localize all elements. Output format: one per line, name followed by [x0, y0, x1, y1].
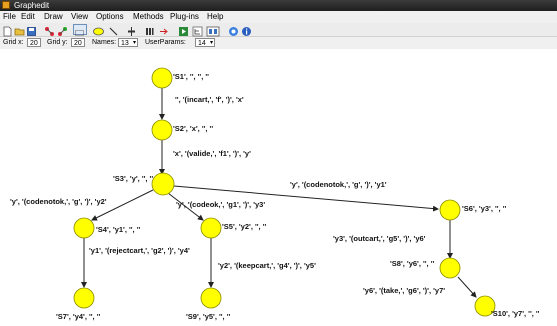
- names-label: Names:: [92, 39, 117, 46]
- node-label-s9: 'S9', 'y5', '', '': [186, 312, 231, 321]
- grid-x-field[interactable]: 20: [27, 38, 41, 47]
- edge-label-s3-s4: 'y', '(codenotok,', 'g', ')', 'y2': [10, 197, 107, 206]
- bar-tool-icon[interactable]: [144, 24, 155, 35]
- node-tool-icon[interactable]: [44, 24, 55, 35]
- node-label-s7: 'S7', 'y4', '', '': [56, 312, 101, 321]
- edge-label-s1-s2: '', '(incart,', 'f', ')', 'x': [175, 95, 244, 104]
- title-bar: [0, 0, 557, 11]
- chevron-down-icon: ▾: [132, 40, 136, 46]
- state-node-s6[interactable]: [440, 200, 460, 220]
- edge-label-s5-s9: 'y2', '(keepcart,', 'g4', ')', 'y5': [218, 261, 316, 270]
- open-folder-icon[interactable]: [14, 24, 25, 35]
- graph-svg: [0, 50, 557, 326]
- state-node-s9[interactable]: [201, 288, 221, 308]
- edge-tool-icon[interactable]: [57, 24, 68, 35]
- names-value: 13: [121, 40, 129, 47]
- save-icon[interactable]: [26, 24, 37, 35]
- edge-label-s3-s6: 'y', '(codenotok,', 'g', ')', 'y1': [290, 180, 387, 189]
- edge-label-s6-s8: 'y3', '(outcart,', 'g5', ')', 'y6': [333, 234, 426, 243]
- menu-options[interactable]: Options: [96, 12, 124, 21]
- state-node-s1[interactable]: [152, 68, 172, 88]
- ellipse-tool-icon[interactable]: [92, 24, 105, 35]
- node-label-s5: 'S5', 'y2', '', '': [222, 222, 267, 231]
- menu-methods[interactable]: Methods: [133, 12, 164, 21]
- node-label-s4: 'S4', 'y1', '', '': [96, 225, 141, 234]
- tree-icon[interactable]: [192, 24, 203, 35]
- names-select[interactable]: [118, 38, 138, 47]
- userparams-label: UserParams:: [145, 39, 186, 46]
- edge-s8-s10[interactable]: [458, 277, 476, 297]
- grid-x-label: Grid x:: [3, 39, 24, 46]
- transition-tool-icon[interactable]: [126, 24, 137, 35]
- node-label-s6: 'S6', 'y3', '', '': [462, 204, 507, 213]
- menu-file[interactable]: File: [3, 12, 16, 21]
- menu-plugins[interactable]: Plug-ins: [170, 12, 199, 21]
- menu-view[interactable]: View: [71, 12, 89, 21]
- state-node-s7[interactable]: [74, 288, 94, 308]
- select-tool-icon[interactable]: [73, 24, 87, 35]
- node-label-s10: 'S10', 'y7', '', '': [491, 309, 540, 318]
- menu-help[interactable]: Help: [207, 12, 224, 21]
- node-label-s2: 'S2', 'x', '', '': [173, 124, 214, 133]
- graph-canvas[interactable]: [0, 50, 557, 326]
- new-file-icon[interactable]: [2, 24, 13, 35]
- window-title: Graphedit: [14, 1, 50, 10]
- edge-label-s4-s7: 'y1', '(rejectcart,', 'g2', ')', 'y4': [89, 246, 190, 255]
- grid-y-label: Grid y:: [47, 39, 68, 46]
- toolbar: [0, 23, 557, 37]
- params-bar: [0, 37, 557, 49]
- edge-label-s3-s5: 'y', '(codeok,', 'g1', ')', 'y3': [176, 200, 266, 209]
- node-label-s3: 'S3', 'y', '', '': [113, 174, 154, 183]
- arrow-tool-icon[interactable]: [158, 24, 169, 35]
- node-label-s1: 'S1', '', '', '': [173, 72, 209, 81]
- node-label-s8: 'S8', 'y6', '', '': [390, 259, 435, 268]
- line-tool-icon[interactable]: [108, 24, 119, 35]
- layout-icon[interactable]: [206, 24, 220, 35]
- info-icon[interactable]: [241, 24, 252, 35]
- state-node-s5[interactable]: [201, 218, 221, 238]
- userparams-value: 14: [198, 40, 206, 47]
- state-node-s3[interactable]: [152, 173, 174, 195]
- state-node-s2[interactable]: [152, 120, 172, 140]
- menu-bar: [0, 11, 557, 23]
- userparams-select[interactable]: [195, 38, 215, 47]
- view-icon[interactable]: [228, 24, 239, 35]
- menu-edit[interactable]: Edit: [21, 12, 35, 21]
- grid-y-field[interactable]: 20: [71, 38, 85, 47]
- run-icon[interactable]: [178, 24, 189, 35]
- state-node-s8[interactable]: [440, 258, 460, 278]
- edge-label-s8-s10: 'y6', '(take,', 'g6', ')', 'y7': [363, 286, 446, 295]
- menu-draw[interactable]: Draw: [44, 12, 63, 21]
- chevron-down-icon: ▾: [209, 40, 213, 46]
- app-icon: [2, 1, 10, 9]
- state-node-s4[interactable]: [74, 218, 94, 238]
- edge-label-s2-s3: 'x', '(valide,', 'f1', ')', 'y': [173, 149, 251, 158]
